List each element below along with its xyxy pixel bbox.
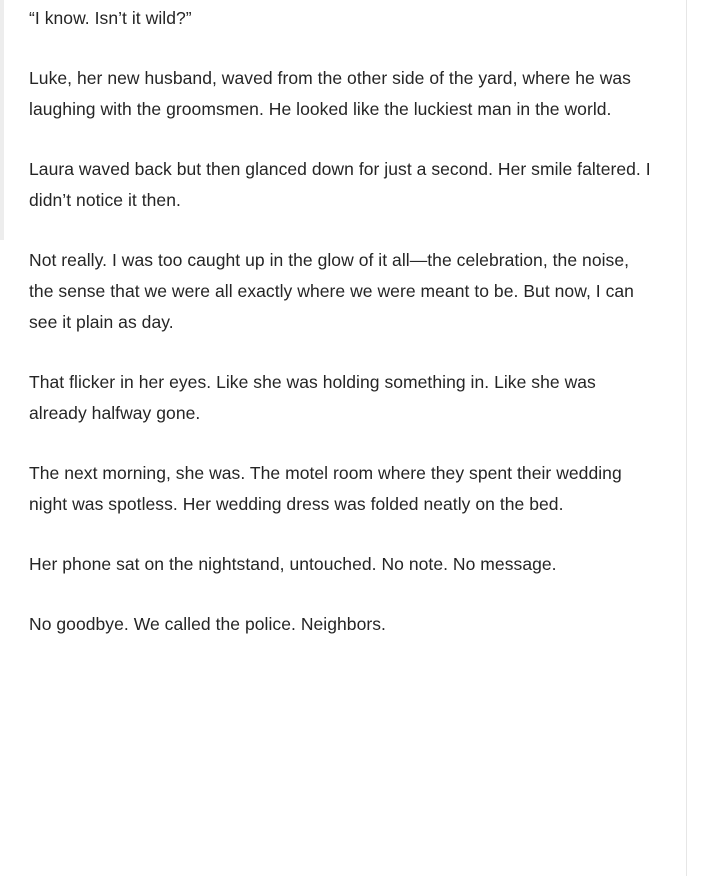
paragraph: No goodbye. We called the police. Neighbors. <box>29 614 386 634</box>
paragraph: The next morning, she was. The motel room where they spent their wedding night was spotless. Her wedding dress was folded neatly on the bed. <box>29 463 622 514</box>
paragraph: Laura waved back but then glanced down for just a second. Her smile faltered. I didn’t notice it then. <box>29 159 651 210</box>
paragraph: “I know. Isn’t it wild?” <box>29 8 192 28</box>
paragraph: Luke, her new husband, waved from the other side of the yard, where he was laughing with the groomsmen. He looked like the luckiest man in the world. <box>29 68 631 119</box>
paragraph: Not really. I was too caught up in the glow of it all—the celebration, the noise, the sense that we were all exactly where we were meant to be. But now, I can see it plain as day. <box>29 250 634 332</box>
paragraph: Her phone sat on the nightstand, untouched. No note. No message. <box>29 554 557 574</box>
right-divider <box>686 0 687 876</box>
paragraph: That flicker in her eyes. Like she was holding something in. Like she was already halfway gone. <box>29 372 596 423</box>
